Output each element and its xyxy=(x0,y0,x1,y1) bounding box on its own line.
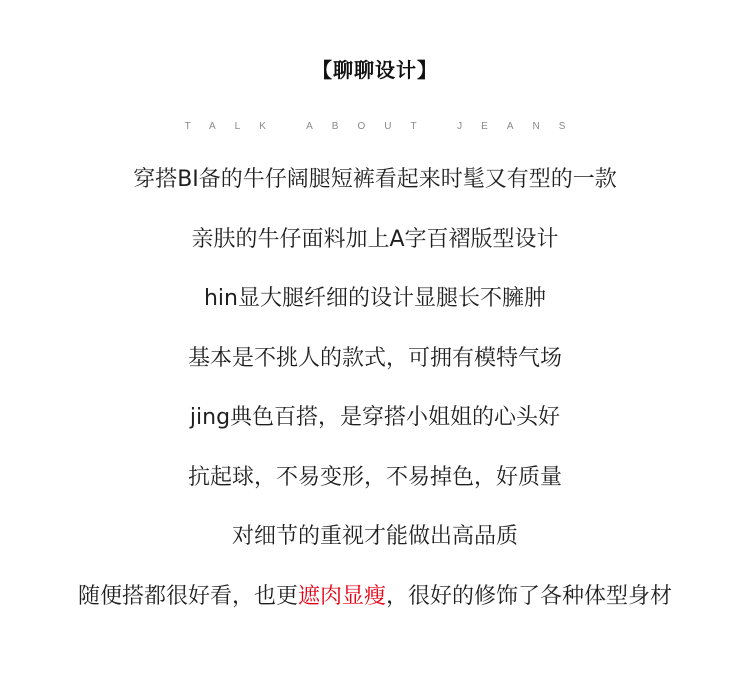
description-line-2: 亲肤的牛仔面料加上A字百褶版型设计 xyxy=(191,227,559,252)
description-line-1: 穿搭BI备的牛仔阔腿短裤看起来时髦又有型的一款 xyxy=(133,167,617,192)
description-line-3: hin显大腿纤细的设计显腿长不臃肿 xyxy=(203,286,546,311)
line-8-before-highlight: 随便搭都很好看，也更 xyxy=(77,584,298,609)
description-line-4: 基本是不挑人的款式，可拥有模特气场 xyxy=(187,346,562,371)
line-8-after-highlight: ，很好的修饰了各种体型身材 xyxy=(386,584,673,609)
description-line-5: jing典色百搭，是穿搭小姐姐的心头好 xyxy=(189,405,561,430)
description-line-8 xyxy=(0,581,750,613)
description-line-7: 对细节的重视才能做出高品质 xyxy=(231,524,518,549)
highlighted-phrase: 遮肉显瘦 xyxy=(297,584,386,609)
page-subtitle: TALK ABOUT JEANS xyxy=(184,121,585,132)
description-line-6: 抗起球，不易变形，不易掉色，好质量 xyxy=(187,465,562,490)
page-title: 【聊聊设计】 xyxy=(312,58,438,82)
